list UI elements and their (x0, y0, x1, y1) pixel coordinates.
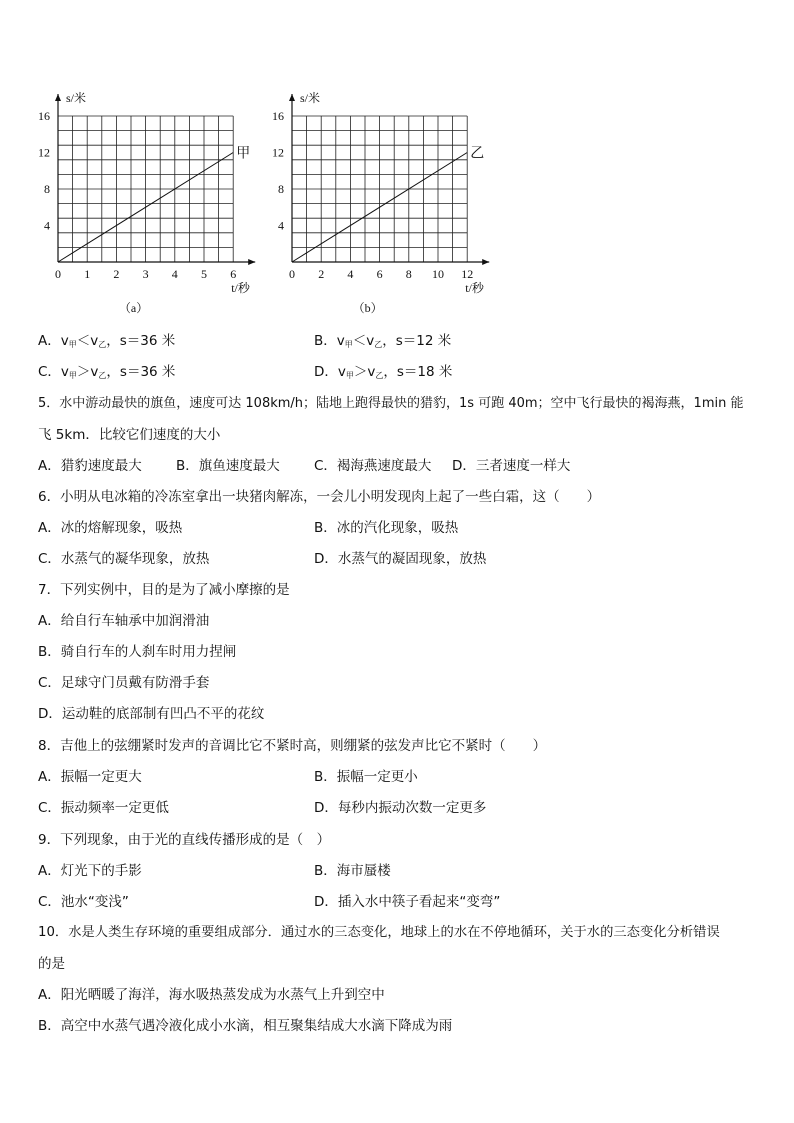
q10-stem-line1: 10．水是人类生存环境的重要组成部分．通过水的三态变化，地球上的水在不停地循环，关于水的三态变化分析错误 (38, 925, 720, 940)
charts-area (30, 85, 550, 330)
chart-b-x-tick-label: 12 (461, 267, 474, 281)
chart-a-x-tick-label: 3 (142, 267, 149, 281)
q10-stem-line2: 的是 (38, 956, 65, 972)
q4-option-d: D．$v_甲>v_乙$，s＝18 米 (314, 364, 453, 380)
q7-option-a: A．给自行车轴承中加润滑油 (38, 613, 210, 629)
q6-stem: 6．小明从电冰箱的冷冻室拿出一块猪肉解冻，一会儿小明发现肉上起了一些白霜，这（ ） (38, 489, 601, 505)
q9-stem: 9．下列现象，由于光的直线传播形成的是（ ） (38, 832, 331, 848)
chart-a-x-arrow (248, 259, 255, 265)
chart-a-y-tick-label: 16 (38, 109, 50, 123)
chart-a-x-tick-label: 2 (113, 267, 120, 281)
chart-a-caption: （a） (118, 301, 149, 315)
chart-a-x-tick-label: 6 (230, 267, 237, 281)
q8-option-c: C．振动频率一定更低 (38, 800, 169, 816)
q5-stem-line2: 飞 5km．比较它们速度的大小 (38, 427, 221, 443)
q5-option-d: D．三者速度一样大 (452, 458, 571, 474)
q7-option-c: C．足球守门员戴有防滑手套 (38, 675, 210, 691)
q9-option-b: B．海市蜃楼 (314, 863, 391, 879)
chart-b-x-arrow (482, 259, 489, 265)
chart-b-x-axis-label: t/秒 (465, 281, 484, 295)
chart-b-y-tick-label: 8 (278, 182, 284, 196)
chart-a-x-axis-label: t/秒 (231, 281, 250, 295)
q4-option-b: B．$v_甲<v_乙$，s＝12 米 (314, 333, 452, 349)
chart-b-y-tick-label: 16 (272, 109, 284, 123)
q6-option-a: A．冰的熔解现象，吸热 (38, 520, 183, 536)
chart-a-x-tick-label: 0 (55, 267, 61, 281)
q8-option-d: D．每秒内振动次数一定更多 (314, 800, 487, 816)
q8-stem: 8．吉他上的弦绷紧时发声的音调比它不紧时高，则绷紧的弦发声比它不紧时（ ） (38, 738, 547, 754)
q6-option-c: C．水蒸气的凝华现象，放热 (38, 551, 210, 567)
q7-option-b: B．骑自行车的人刹车时用力捏闸 (38, 644, 237, 660)
q5-option-a: A．猎豹速度最大 (38, 458, 142, 474)
q9-option-a: A．灯光下的手影 (38, 863, 142, 879)
q9-option-d: D．插入水中筷子看起来“变弯” (314, 894, 501, 910)
chart-b-x-tick-label: 6 (376, 267, 383, 281)
q10-option-b: B．高空中水蒸气遇冷液化成小水滴，相互聚集结成大水滴下降成为雨 (38, 1018, 453, 1034)
chart-a-y-axis-label: s/米 (66, 91, 87, 105)
chart-a-x-tick-label: 4 (171, 267, 178, 281)
q5-option-b: B．旗鱼速度最大 (176, 458, 280, 474)
chart-a-y-tick-label: 8 (44, 182, 50, 196)
q8-option-a: A．振幅一定更大 (38, 769, 142, 785)
chart-b-y-tick-label: 4 (278, 218, 284, 233)
q6-option-b: B．冰的汽化现象，吸热 (314, 520, 459, 536)
chart-a-series-label: 甲 (236, 146, 251, 162)
chart-b-x-tick-label: 10 (432, 267, 444, 281)
chart-b-y-arrow (289, 94, 295, 101)
chart-b-caption: （b） (352, 301, 383, 315)
q8-option-b: B．振幅一定更小 (314, 769, 418, 785)
q7-stem: 7．下列实例中，目的是为了减小摩擦的是 (38, 582, 290, 598)
chart-b-series-label: 乙 (470, 146, 485, 162)
chart-b-y-tick-label: 12 (272, 145, 284, 160)
q10-option-a: A．阳光晒暖了海洋，海水吸热蒸发成为水蒸气上升到空中 (38, 987, 385, 1003)
chart-b-x-tick-label: 4 (347, 267, 354, 281)
chart-a-x-tick-label: 5 (201, 267, 207, 281)
chart-a-y-tick-label: 12 (38, 145, 50, 160)
st-graphs (30, 85, 550, 330)
chart-a-y-arrow (55, 94, 61, 101)
q6-option-d: D．水蒸气的凝固现象，放热 (314, 551, 487, 567)
chart-b-y-axis-label: s/米 (300, 91, 321, 105)
q4-option-a: A．$v_甲<v_乙$，s＝36 米 (38, 333, 176, 349)
q4-option-c: C．$v_甲>v_乙$，s＝36 米 (38, 364, 176, 380)
q5-option-c: C．褐海燕速度最大 (314, 458, 432, 474)
q9-option-c: C．池水“变浅” (38, 894, 129, 910)
q5-stem-line1: 5．水中游动最快的旗鱼，速度可达 108km/h；陆地上跑得最快的猎豹，1s 可跑 40m；空中飞行最快的褐海燕，1min 能 (38, 396, 744, 411)
chart-b-x-tick-label: 2 (318, 267, 325, 281)
chart-b-x-tick-label: 0 (289, 267, 295, 281)
chart-a-x-tick-label: 1 (84, 267, 91, 281)
chart-b-x-tick-label: 8 (405, 267, 412, 281)
q7-option-d: D．运动鞋的底部制有凹凸不平的花纹 (38, 706, 265, 722)
chart-a-y-tick-label: 4 (44, 218, 50, 233)
